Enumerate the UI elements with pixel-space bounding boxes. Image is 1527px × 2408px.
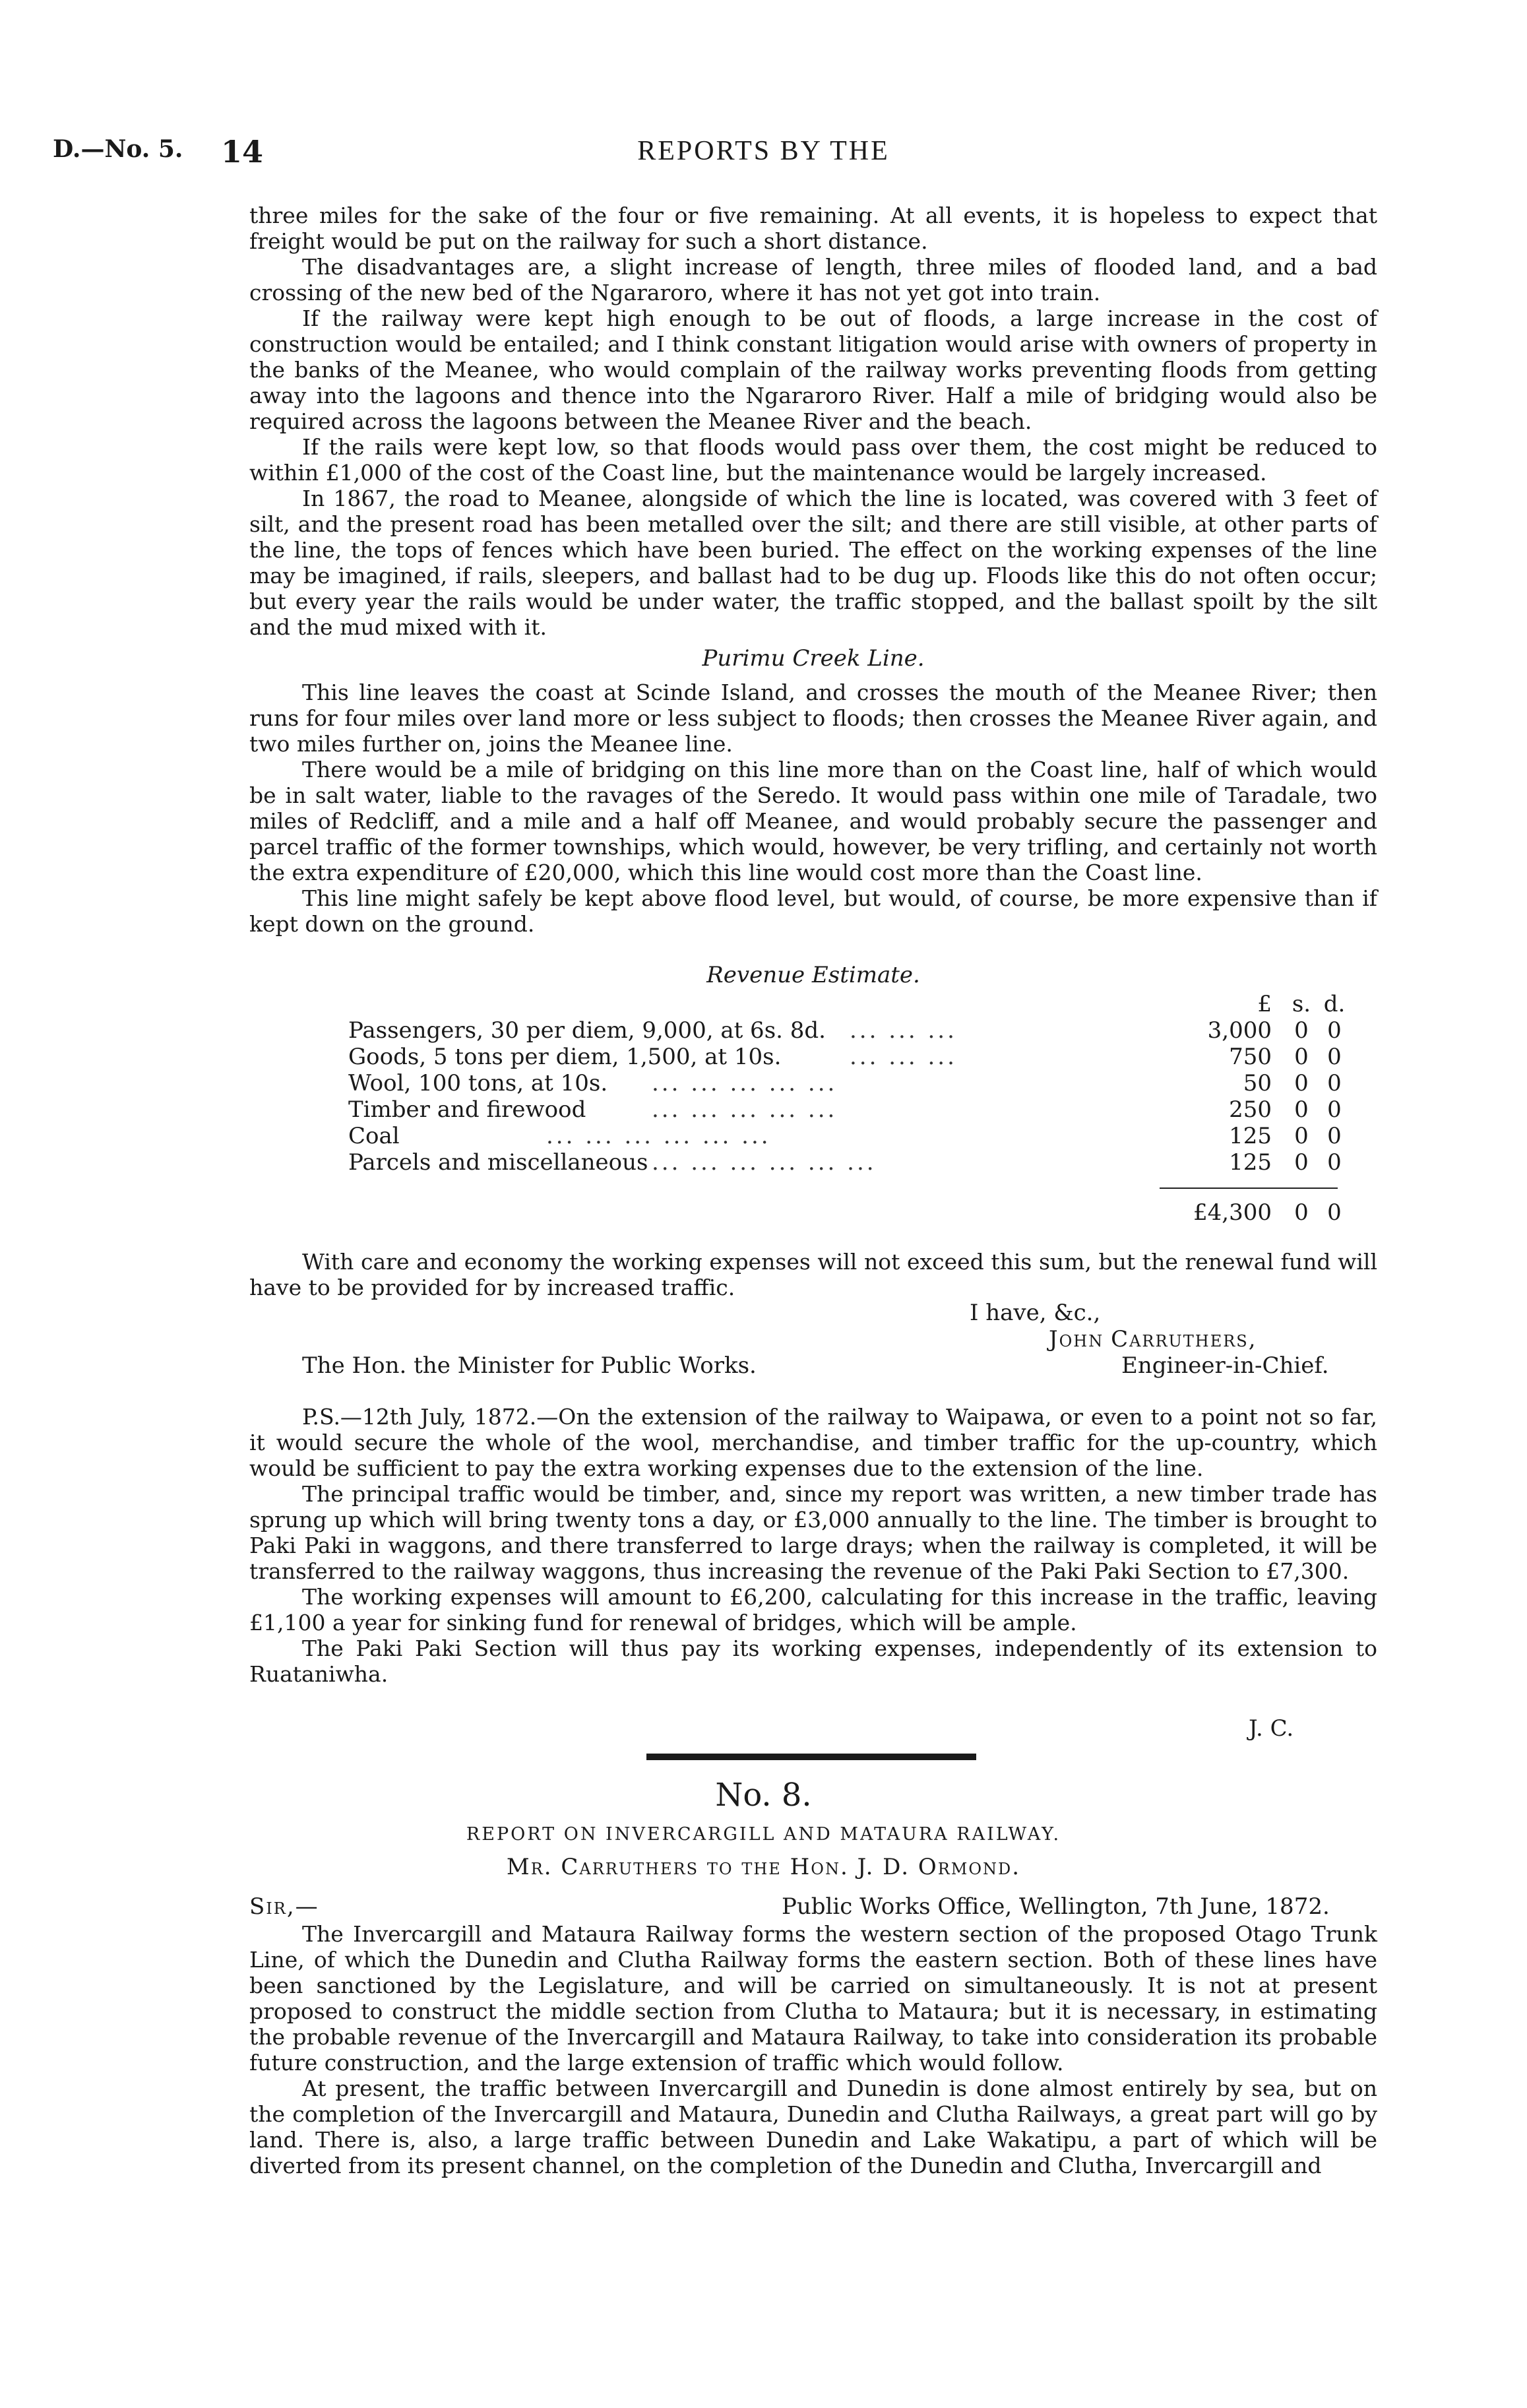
- paragraph: P.S.—12th July, 1872.—On the extension of the railway to Waipawa, or even to a point not so far, it would secure the whole of the wool, merchandise, and timber traffic for the up-country, which would be sufficient to pay the extra working expenses due to the extension of the line.: [249, 1404, 1377, 1481]
- leader-dots: ... ... ... ... ... ...: [546, 1123, 771, 1149]
- postscript-initials: J. C.: [1249, 1715, 1294, 1742]
- signatory-last-name: Carruthers,: [1111, 1326, 1257, 1352]
- total-rule: [1160, 1188, 1338, 1189]
- paragraph: If the rails were kept low, so that floods would pass over them, the cost might be reduced to within £1,000 of the cost of the Coast line, but the maintenance would be largely increased.: [249, 434, 1377, 486]
- paragraph: three miles for the sake of the four or five remaining. At all events, it is hopeless to expect that freight would be put on the railway for such a short distance.: [249, 203, 1377, 254]
- revenue-title: Revenue Estimate.: [706, 962, 920, 988]
- table-row: [348, 1096, 1377, 1123]
- leader-dots: ... ... ... ... ...: [652, 1096, 838, 1123]
- row-shillings: 0: [1294, 1149, 1309, 1176]
- signatory-name: [1049, 1326, 1257, 1352]
- row-pounds: 125: [1229, 1149, 1272, 1176]
- closing-section: [249, 1249, 1377, 1300]
- table-row: [348, 1123, 1377, 1149]
- paragraph: At present, the traffic between Invercargill and Dunedin is done almost entirely by sea, but on the completion of the Invercargill and Mataura, Dunedin and Clutha Railways, a great part will go by land. There is, also, a large traffic between Dunedin and Lake Wakatipu, a part of which will be diverted from its present channel, on the completion of the Dunedin and Clutha, Invercargill and: [249, 2075, 1377, 2178]
- row-pounds: 250: [1229, 1096, 1272, 1123]
- row-pounds: 750: [1229, 1044, 1272, 1070]
- signatory-role: Engineer-in-Chief.: [1121, 1352, 1329, 1379]
- running-title: REPORTS BY THE: [637, 136, 890, 166]
- section-heading: Purimu Creek Line.: [702, 645, 925, 672]
- row-pence: 0: [1327, 1017, 1342, 1044]
- intro-section: [249, 203, 1377, 937]
- row-label: Wool, 100 tons, at 10s.: [348, 1070, 608, 1096]
- letter-salutation: Sir,—: [249, 1893, 319, 1920]
- paragraph: If the railway were kept high enough to be out of floods, a large increase in the cost of construction would be entailed; and I think constant litigation would arise with owners of property in the banks of the Meanee, who would complain of the railway works preventing floods from getting away into the lagoons and thence into the Ngararoro River. Half a mile of bridging would also be required across the lagoons between the Meanee River and the beach.: [249, 305, 1377, 434]
- row-label: Passengers, 30 per diem, 9,000, at 6s. 8d.: [348, 1017, 826, 1044]
- section-number: No. 8.: [715, 1777, 812, 1814]
- paragraph: The working expenses will amount to £6,200, calculating for this increase in the traffic, leaving £1,100 a year for sinking fund for renewal of bridges, which will be ample.: [249, 1584, 1377, 1635]
- row-pence: 0: [1327, 1123, 1342, 1149]
- paragraph: This line leaves the coast at Scinde Island, and crosses the mouth of the Meanee River; then runs for four miles over land more or less subject to floods; then crosses the Meanee River again, and two miles further on, joins the Meanee line.: [249, 680, 1377, 757]
- document-reference: D.—No. 5.: [53, 135, 183, 163]
- paragraph: There would be a mile of bridging on this line more than on the Coast line, half of which would be in salt water, liable to the ravages of the Seredo. It would pass within one mile of Taradale, two miles of Redcliff, and a mile and a half off Meanee, and would probably secure the passenger and parcel traffic of the former townships, which would, however, be very trifling, and certainly not worth the extra expenditure of £20,000, which this line would cost more than the Coast line.: [249, 757, 1377, 885]
- column-shillings: s.: [1292, 991, 1311, 1017]
- row-shillings: 0: [1294, 1123, 1309, 1149]
- addressee: The Hon. the Minister for Public Works.: [302, 1352, 757, 1379]
- total-row: [348, 1199, 1377, 1226]
- report-from-to: Mr. Carruthers to the Hon. J. D. Ormond.: [506, 1854, 1021, 1880]
- postscript-section: [249, 1404, 1377, 1687]
- row-shillings: 0: [1294, 1070, 1309, 1096]
- leader-dots: ... ... ... ... ... ...: [652, 1149, 877, 1176]
- row-label: Parcels and miscellaneous: [348, 1149, 648, 1176]
- paragraph: This line might safely be kept above flood level, but would, of course, be more expensive than if kept down on the ground.: [249, 885, 1377, 937]
- row-pounds: 50: [1243, 1070, 1272, 1096]
- row-pounds: 125: [1229, 1123, 1272, 1149]
- paragraph: With care and economy the working expenses will not exceed this sum, but the renewal fund will have to be provided for by increased traffic.: [249, 1249, 1377, 1300]
- table-row: [348, 1044, 1377, 1070]
- leader-dots: ... ... ...: [850, 1017, 957, 1044]
- revenue-header-row: [348, 991, 1377, 1017]
- paragraph: The principal traffic would be timber, and, since my report was written, a new timber trade has sprung up which will bring twenty tons a day, or £3,000 annually to the line. The timber is brought to Paki Paki in waggons, and there transferred to large drays; when the railway is completed, it will be transferred to the railway waggons, thus increasing the revenue of the Paki Paki Section to £7,300.: [249, 1481, 1377, 1584]
- row-pence: 0: [1327, 1070, 1342, 1096]
- report-title: REPORT ON INVERCARGILL AND MATAURA RAILWAY.: [466, 1824, 1061, 1845]
- row-label: Goods, 5 tons per diem, 1,500, at 10s.: [348, 1044, 782, 1070]
- row-label: Coal: [348, 1123, 400, 1149]
- report-body: [249, 1921, 1377, 2178]
- signatory-first-name: John: [1049, 1326, 1104, 1352]
- total-pence: 0: [1327, 1199, 1342, 1226]
- row-pence: 0: [1327, 1096, 1342, 1123]
- salutation-close: I have, &c.,: [970, 1300, 1101, 1326]
- row-shillings: 0: [1294, 1017, 1309, 1044]
- table-row: [348, 1017, 1377, 1044]
- page-number: 14: [221, 134, 264, 170]
- column-pounds: £: [1257, 991, 1272, 1017]
- row-label: Timber and firewood: [348, 1096, 586, 1123]
- row-pounds: 3,000: [1207, 1017, 1272, 1044]
- row-shillings: 0: [1294, 1096, 1309, 1123]
- column-pence: d.: [1323, 991, 1346, 1017]
- paragraph: The Paki Paki Section will thus pay its working expenses, independently of its extension to Ruataniwha.: [249, 1635, 1377, 1687]
- leader-dots: ... ... ...: [850, 1044, 957, 1070]
- table-row: [348, 1070, 1377, 1096]
- table-row: [348, 1149, 1377, 1176]
- leader-dots: ... ... ... ... ...: [652, 1070, 838, 1096]
- revenue-table: [249, 962, 1377, 1239]
- page-header: [53, 135, 1474, 175]
- row-shillings: 0: [1294, 1044, 1309, 1070]
- section-divider: [646, 1754, 976, 1760]
- total-pounds: £4,300: [1193, 1199, 1272, 1226]
- paragraph: In 1867, the road to Meanee, alongside of which the line is located, was covered with 3 feet of silt, and the present road has been metalled over the silt; and there are still visible, at other parts of the line, the tops of fences which have been buried. The effect on the working expenses of the line may be imagined, if rails, sleepers, and ballast had to be dug up. Floods like this do not often occur; but every year the rails would be under water, the traffic stopped, and the ballast spoilt by the silt and the mud mixed with it.: [249, 486, 1377, 640]
- letter-dateline: Public Works Office, Wellington, 7th June, 1872.: [782, 1893, 1330, 1920]
- paragraph: The disadvantages are, a slight increase of length, three miles of flooded land, and a bad crossing of the new bed of the Ngararoro, where it has not yet got into train.: [249, 254, 1377, 305]
- row-pence: 0: [1327, 1044, 1342, 1070]
- total-shillings: 0: [1294, 1199, 1309, 1226]
- paragraph: The Invercargill and Mataura Railway forms the western section of the proposed Otago Trunk Line, of which the Dunedin and Clutha Railway forms the eastern section. Both of these lines have been sanctioned by the Legislature, and will be carried on simultaneously. It is not at present proposed to construct the middle section from Clutha to Mataura; but it is necessary, in estimating the probable revenue of the Invercargill and Mataura Railway, to take into consideration its probable future construction, and the large extension of traffic which would follow.: [249, 1921, 1377, 2075]
- row-pence: 0: [1327, 1149, 1342, 1176]
